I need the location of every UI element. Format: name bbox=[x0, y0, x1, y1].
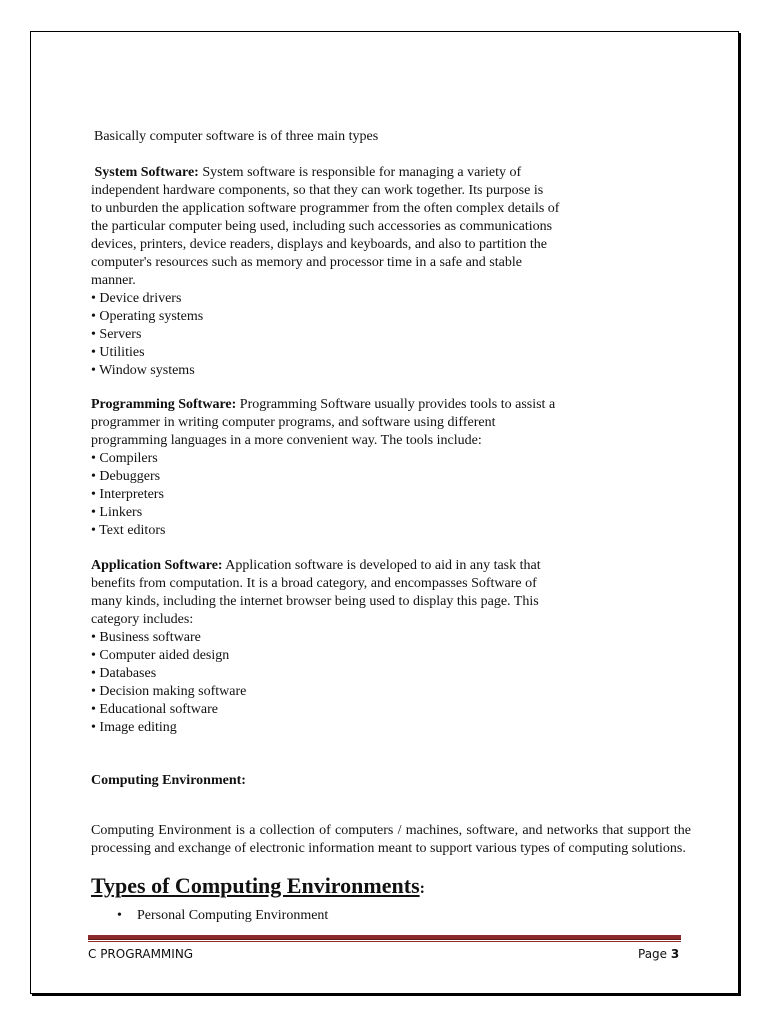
system-software-line: devices, printers, device readers, displays and keyboards, and also to partition the bbox=[91, 237, 548, 252]
list-item: • Operating systems bbox=[91, 309, 204, 324]
list-item: • Device drivers bbox=[91, 291, 182, 306]
programming-software-line: programming languages in a more convenient way. The tools include: bbox=[91, 433, 482, 448]
footer-rule bbox=[88, 935, 681, 940]
list-item: • Linkers bbox=[91, 505, 143, 520]
system-software-line: manner. bbox=[91, 273, 136, 288]
computing-environment-paragraph: Computing Environment is a collection of computers / machines, software, and networks that support the processing and exchange of electronic information meant to support various types of computing solutions. bbox=[91, 823, 691, 856]
list-item: • Computer aided design bbox=[91, 648, 230, 663]
programming-software-heading: Programming Software: bbox=[91, 397, 237, 412]
page-number: Page 3 bbox=[638, 947, 680, 961]
list-item: • Window systems bbox=[91, 363, 195, 378]
programming-software-line: programmer in writing computer programs, and software using different bbox=[91, 415, 496, 430]
system-software-line: independent hardware components, so that they can work together. Its purpose is bbox=[91, 183, 544, 198]
list-item: • Servers bbox=[91, 327, 142, 342]
application-software-line: benefits from computation. It is a broad category, and encompasses Software of bbox=[91, 576, 537, 591]
list-item: • Personal Computing Environment bbox=[117, 908, 329, 923]
system-software-line-1: System Software: System software is responsible for managing a variety of bbox=[94, 165, 522, 180]
application-software-line: category includes: bbox=[91, 612, 194, 627]
list-item: • Educational software bbox=[91, 702, 218, 717]
list-item: • Text editors bbox=[91, 523, 166, 538]
list-item: • Interpreters bbox=[91, 487, 164, 502]
list-item: • Debuggers bbox=[91, 469, 161, 484]
programming-software-line-1: Programming Software: Programming Software usually provides tools to assist a bbox=[91, 397, 556, 412]
system-software-line: to unburden the application software programmer from the often complex details of bbox=[91, 201, 560, 216]
list-item: • Compilers bbox=[91, 451, 158, 466]
list-item: • Utilities bbox=[91, 345, 145, 360]
application-software-line: many kinds, including the internet browser being used to display this page. This bbox=[91, 594, 539, 609]
types-heading: Types of Computing Environments: bbox=[91, 873, 425, 898]
footer-title: C PROGRAMMING bbox=[88, 947, 194, 961]
computing-environment-heading: Computing Environment: bbox=[91, 773, 246, 788]
application-software-heading: Application Software: bbox=[91, 558, 223, 573]
intro-text: Basically computer software is of three main types bbox=[94, 129, 379, 144]
application-software-line-1: Application Software: Application software is developed to aid in any task that bbox=[91, 558, 541, 573]
document-page bbox=[30, 31, 739, 994]
list-item: • Decision making software bbox=[91, 684, 247, 699]
system-software-section bbox=[91, 164, 611, 380]
system-software-line: the particular computer being used, including such accessories as communications bbox=[91, 219, 553, 234]
bullet-icon: • bbox=[117, 908, 122, 923]
programming-software-section bbox=[91, 396, 611, 540]
system-software-line: computer's resources such as memory and processor time in a safe and stable bbox=[91, 255, 522, 270]
system-software-heading: System Software: bbox=[94, 165, 199, 180]
list-item: • Databases bbox=[91, 666, 157, 681]
application-software-section bbox=[91, 557, 611, 737]
list-item: • Image editing bbox=[91, 720, 177, 735]
footer-rule-thin bbox=[88, 941, 681, 942]
list-item: • Business software bbox=[91, 630, 201, 645]
